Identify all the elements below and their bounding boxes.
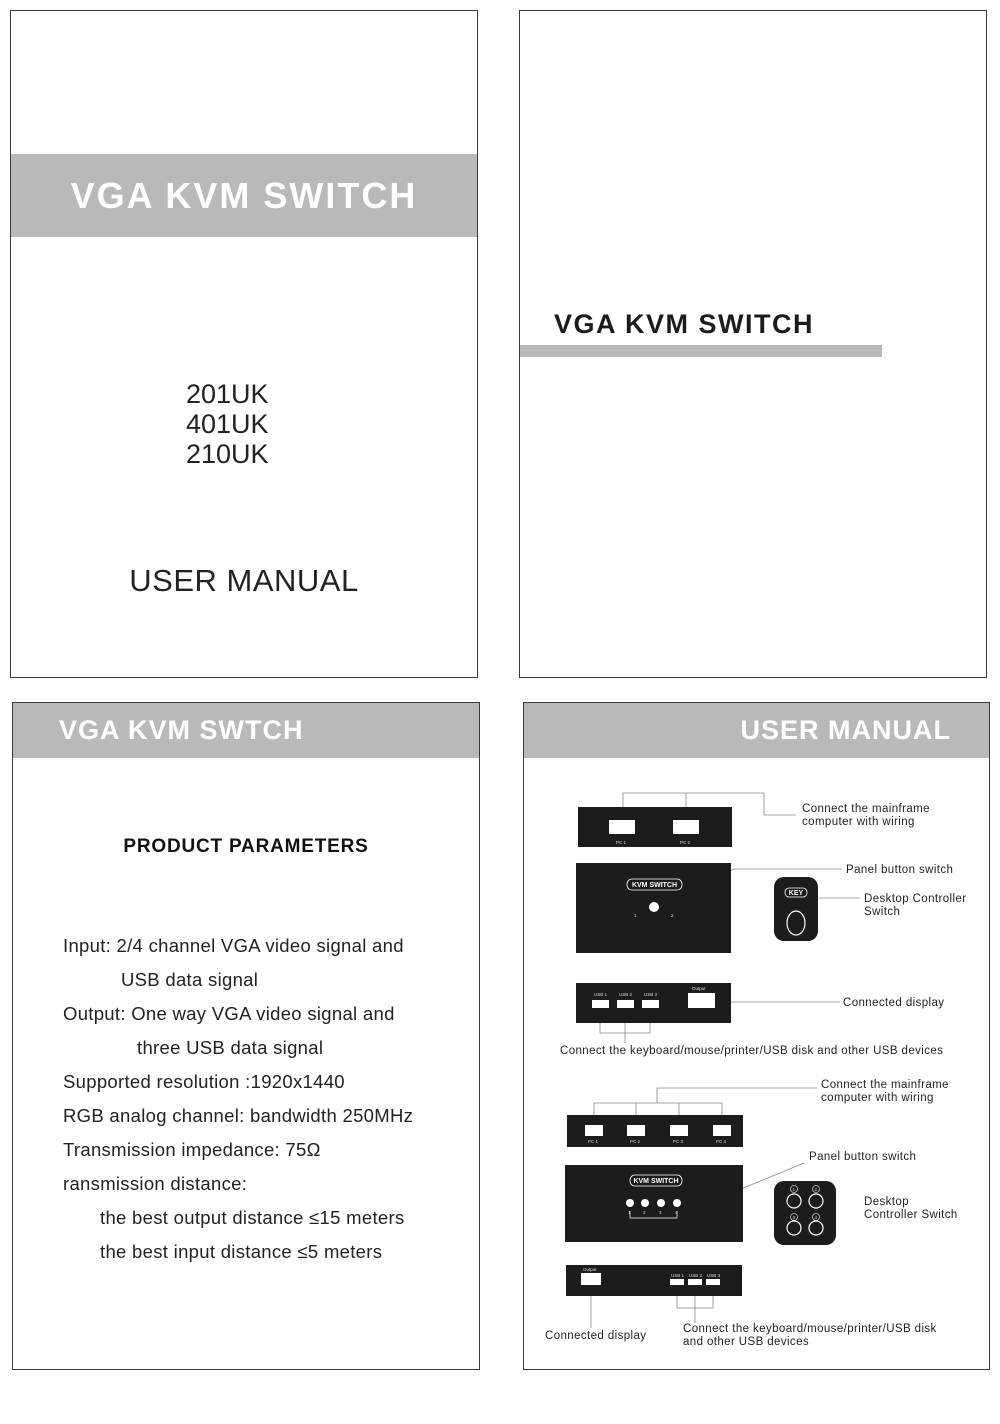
- key-label: KEY: [788, 890, 804, 897]
- page-header-title: VGA KVM SWTCH: [59, 715, 304, 745]
- label-connected-display: Connected display: [843, 997, 945, 1009]
- parameters-heading: PRODUCT PARAMETERS: [123, 836, 369, 857]
- pc-port-label: PC 4: [716, 1139, 727, 1144]
- kvm-switch-badge-text: KVM SWITCH: [633, 1178, 679, 1185]
- key-number: 3: [792, 1215, 796, 1220]
- usb-port-label: USB 3: [707, 1273, 721, 1278]
- usb-port: [706, 1279, 720, 1285]
- panel-switch-button: [657, 1199, 665, 1207]
- usb-port: [642, 1000, 659, 1008]
- parameter-line: three USB data signal: [137, 1037, 324, 1058]
- label-connected-display: Connected display: [545, 1330, 647, 1342]
- vga-output-port: [688, 993, 715, 1008]
- pc-port-label: PC 1: [616, 840, 627, 845]
- title-page: [519, 10, 987, 678]
- title-underline-bar: [520, 345, 882, 357]
- output-label: Output: [692, 986, 706, 991]
- parameter-line: Input: 2/4 channel VGA video signal and: [63, 935, 404, 956]
- cover-title: VGA KVM SWITCH: [70, 175, 418, 216]
- parameters-page: [12, 702, 480, 1370]
- label-mainframe: Connect the mainframe: [802, 803, 930, 815]
- panel-switch-button: [626, 1199, 634, 1207]
- label-panel-button: Panel button switch: [809, 1151, 917, 1163]
- vga-port: [609, 820, 635, 834]
- port-number: 2: [643, 1210, 646, 1215]
- port-number: 1: [634, 913, 637, 918]
- usb-port-label: USB 1: [594, 992, 608, 997]
- vga-port: [713, 1125, 731, 1136]
- model-number: 210UK: [186, 439, 269, 469]
- vga-output-port: [581, 1273, 601, 1285]
- vga-port: [585, 1125, 603, 1136]
- panel-switch-button: [673, 1199, 681, 1207]
- label-desktop-controller: Controller Switch: [864, 1209, 958, 1221]
- parameter-line: USB data signal: [121, 969, 259, 990]
- parameters-list: [63, 929, 413, 1269]
- label-desktop-controller: Switch: [864, 906, 901, 918]
- key-number: 4: [814, 1215, 818, 1220]
- key-number: 1: [792, 1187, 796, 1192]
- label-panel-button: Panel button switch: [846, 864, 954, 876]
- cover-page: [10, 10, 478, 678]
- usb-port: [617, 1000, 634, 1008]
- vga-port: [673, 820, 699, 834]
- cover-subtitle: USER MANUAL: [129, 563, 359, 598]
- connection-diagram: [524, 703, 990, 1370]
- output-label: Output: [583, 1267, 597, 1272]
- vga-port: [627, 1125, 645, 1136]
- label-usb-devices: and other USB devices: [683, 1336, 810, 1348]
- parameter-line: the best output distance ≤15 meters: [100, 1207, 405, 1228]
- usb-port-label: USB 2: [689, 1273, 703, 1278]
- parameter-line: RGB analog channel: bandwidth 250MHz: [63, 1105, 414, 1126]
- parameter-line: the best input distance ≤5 meters: [100, 1241, 383, 1262]
- parameter-line: Transmission impedance: 75Ω: [63, 1139, 321, 1160]
- panel-switch-button: [641, 1199, 649, 1207]
- vga-port: [670, 1125, 688, 1136]
- label-mainframe: computer with wiring: [821, 1092, 934, 1104]
- label-desktop-controller: Desktop: [864, 1196, 909, 1208]
- pc-port-label: PC 2: [630, 1139, 641, 1144]
- usb-port: [592, 1000, 609, 1008]
- pc-port-label: PC 3: [673, 1139, 684, 1144]
- usb-port-label: USB 3: [644, 992, 658, 997]
- parameter-line: Output: One way VGA video signal and: [63, 1003, 395, 1024]
- usb-port-label: USB 1: [671, 1273, 685, 1278]
- parameter-line: Supported resolution :1920x1440: [63, 1071, 345, 1092]
- usb-port: [670, 1279, 684, 1285]
- desktop-controller: [774, 877, 818, 941]
- model-number: 201UK: [186, 379, 269, 409]
- four-port-front-panel: [565, 1165, 743, 1242]
- port-number: 3: [659, 1210, 662, 1215]
- label-desktop-controller: Desktop Controller: [864, 893, 967, 905]
- label-usb-devices: Connect the keyboard/mouse/printer/USB disk and other USB devices: [560, 1045, 944, 1057]
- desktop-controller: [774, 1181, 836, 1245]
- manual-page: [523, 702, 990, 1370]
- pc-port-label: PC 1: [588, 1139, 599, 1144]
- model-number: 401UK: [186, 409, 269, 439]
- port-number: 4: [675, 1210, 678, 1215]
- page-header-title: USER MANUAL: [740, 715, 951, 745]
- two-port-back-panel: [578, 807, 732, 847]
- usb-port-label: USB 2: [619, 992, 633, 997]
- usb-port: [688, 1279, 702, 1285]
- title-page-heading: VGA KVM SWITCH: [554, 309, 814, 339]
- port-number: 1: [628, 1210, 631, 1215]
- label-mainframe: computer with wiring: [802, 816, 915, 828]
- port-number: 2: [671, 913, 674, 918]
- panel-switch-button: [649, 902, 659, 912]
- label-usb-devices: Connect the keyboard/mouse/printer/USB disk: [683, 1323, 937, 1335]
- label-mainframe: Connect the mainframe: [821, 1079, 949, 1091]
- pc-port-label: PC 2: [680, 840, 691, 845]
- parameter-line: ransmission distance:: [63, 1173, 248, 1194]
- model-list: [186, 379, 269, 469]
- kvm-switch-badge-text: KVM SWITCH: [631, 882, 678, 889]
- key-number: 2: [814, 1187, 818, 1192]
